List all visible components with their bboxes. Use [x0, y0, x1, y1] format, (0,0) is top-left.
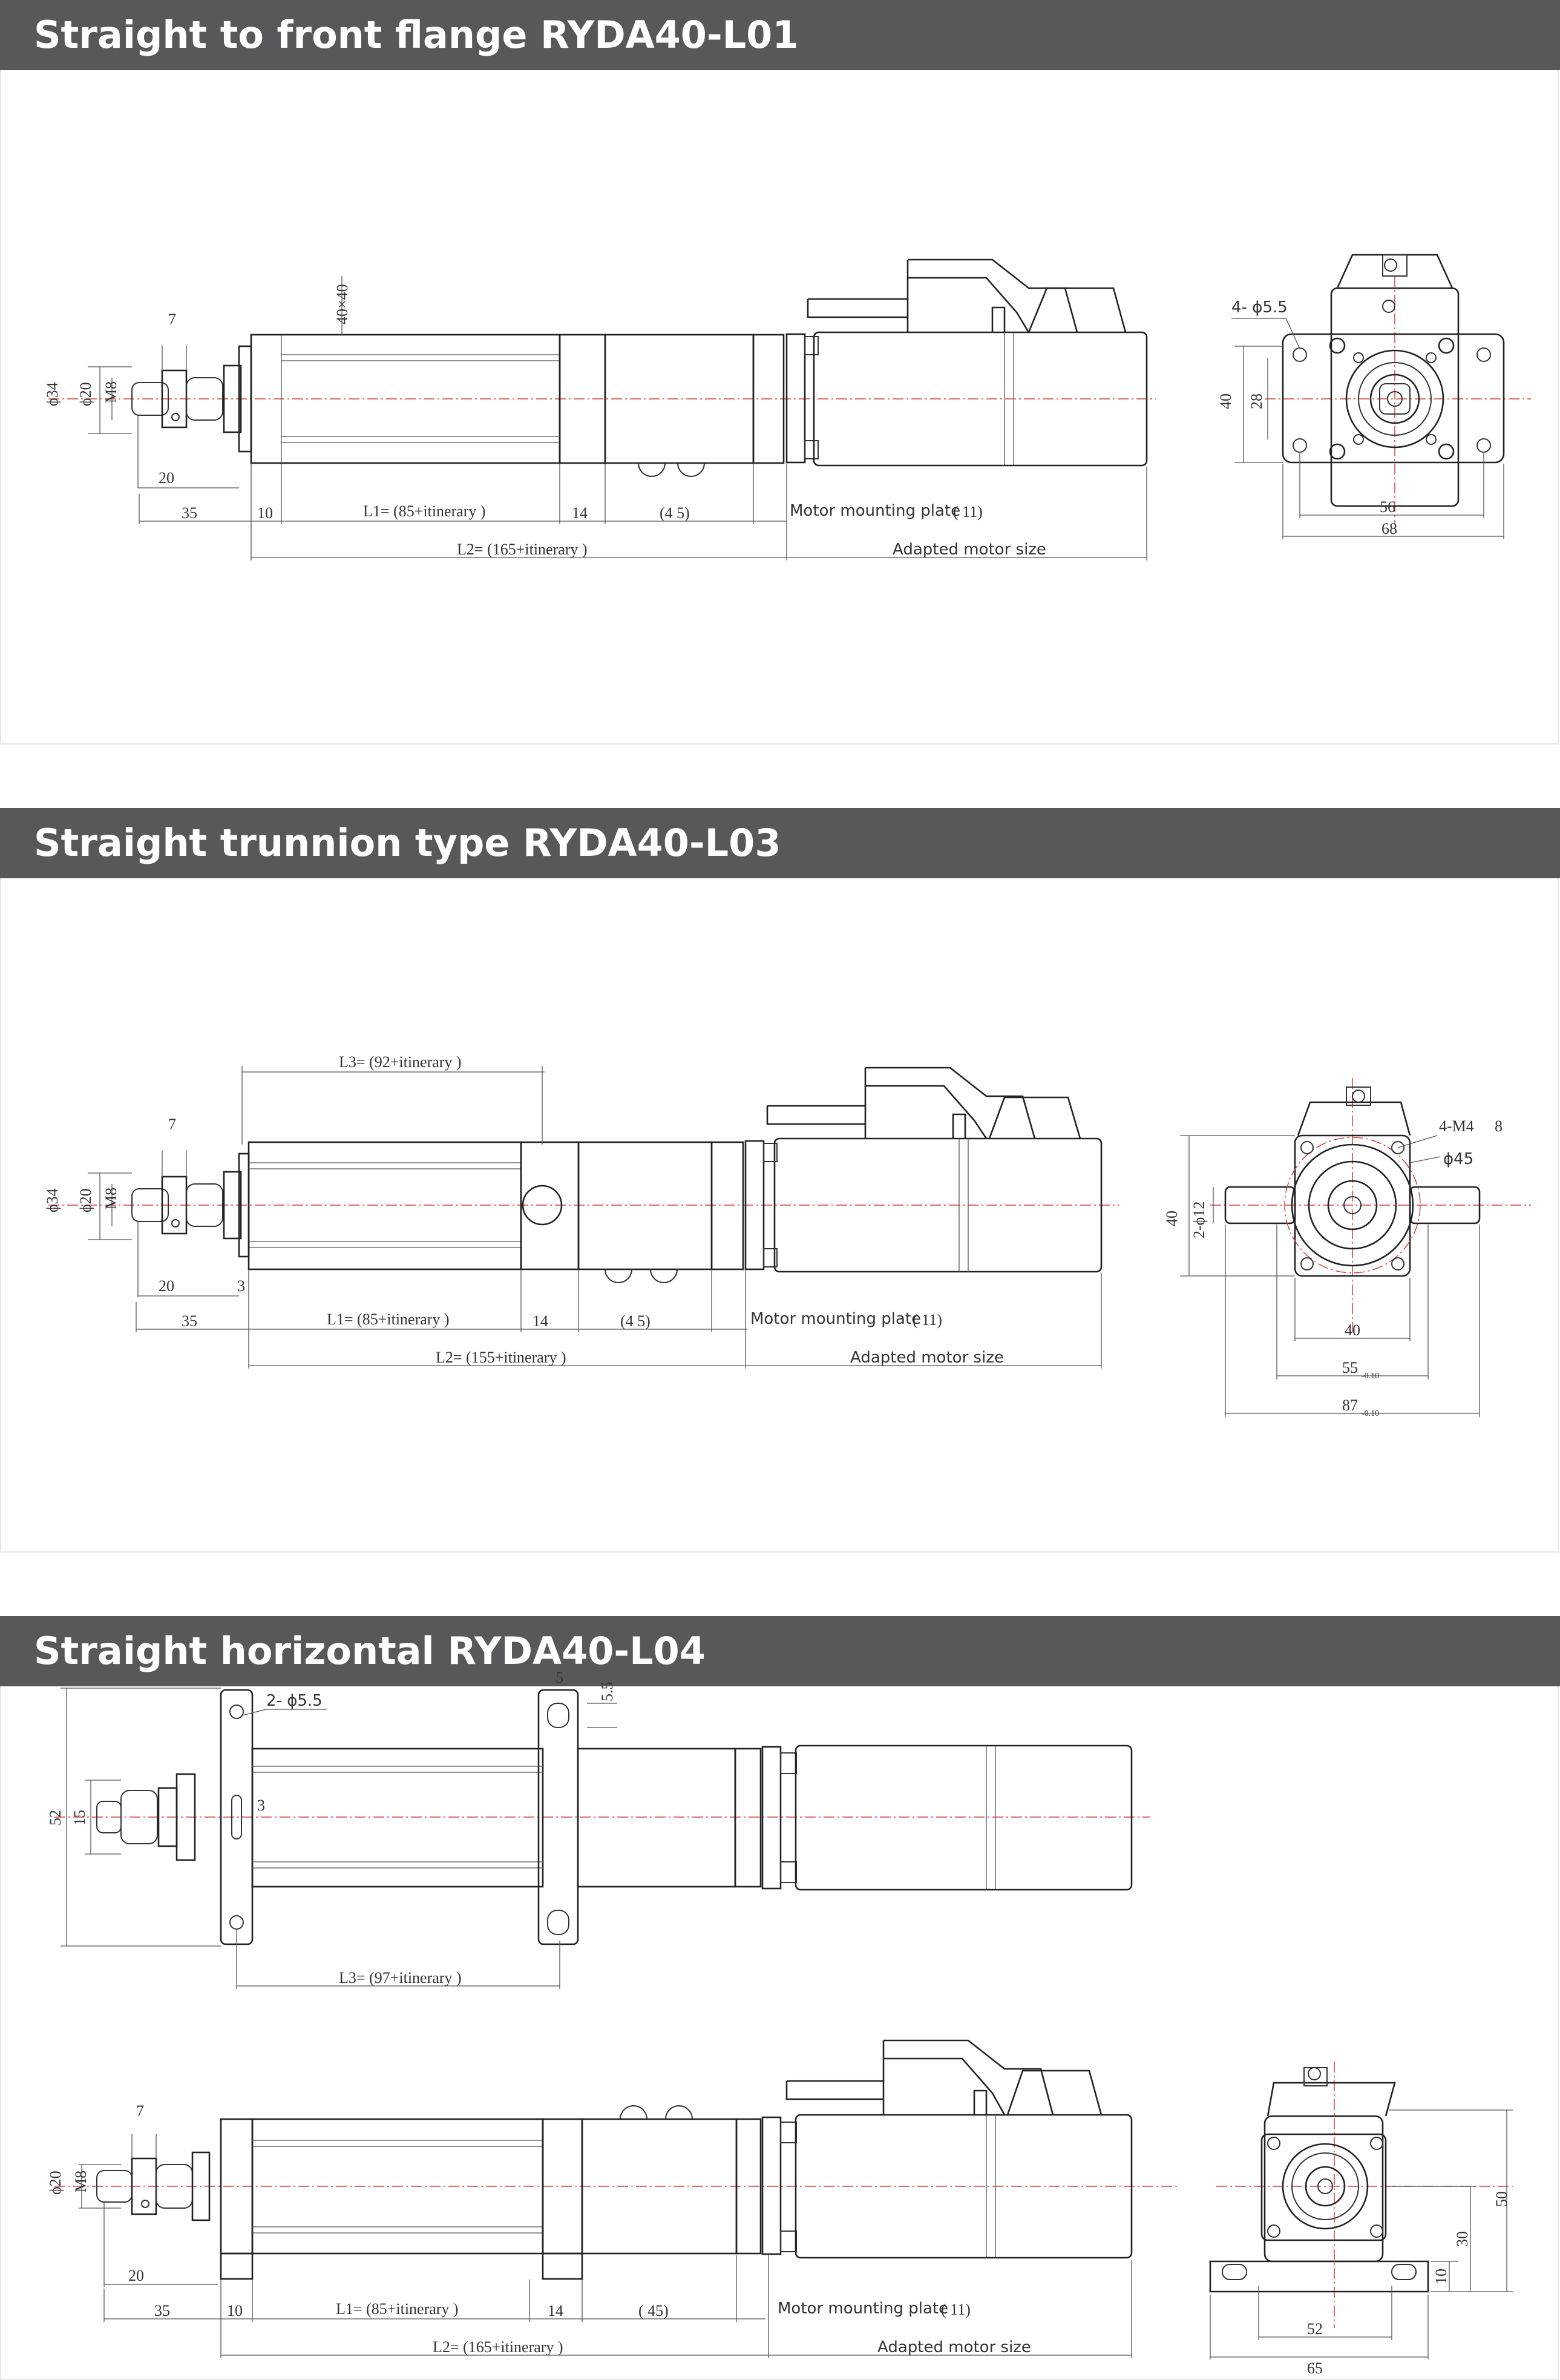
end-view: [1210, 2062, 1513, 2377]
dim-7: 7: [136, 2102, 144, 2120]
motor-size-label: Adapted motor size: [850, 1349, 1004, 1367]
dim-10v: 10: [1432, 2269, 1450, 2284]
end-view: [1163, 1078, 1531, 1418]
dim-phi34: ϕ34: [44, 1188, 61, 1212]
dimensions: [44, 276, 1147, 560]
dim-holes: 4- ϕ5.5: [1231, 298, 1288, 317]
dim-l3: L3= (97+itinerary ): [339, 1969, 462, 1987]
dim-87-tol: -0.10: [1362, 1409, 1380, 1418]
dim-8: 8: [1495, 1117, 1503, 1135]
dim-7: 7: [168, 311, 176, 328]
dim-14: 14: [548, 2302, 563, 2319]
dim-7: 7: [168, 1116, 176, 1133]
dim-20: 20: [128, 2267, 144, 2284]
dim-35: 35: [182, 1312, 197, 1330]
end-view: [1217, 255, 1531, 539]
dim-l1: L1= (85+itinerary ): [327, 1310, 450, 1328]
dim-l2: L2= (165+itinerary ): [457, 541, 588, 558]
dim-section-size: 40×40: [333, 284, 351, 324]
section-front-flange: [0, 0, 1560, 745]
dim-m8: M8: [72, 2170, 90, 2192]
cylinder-body: [251, 335, 784, 476]
dim-phi20: ϕ20: [47, 2171, 64, 2195]
top-dimensions: [47, 1669, 617, 1989]
side-dimensions: [47, 2102, 1132, 2358]
section-title: Straight to front flange RYDA40-L01: [34, 13, 799, 57]
dim-m8: M8: [102, 381, 120, 403]
dim-5-5: 5.5: [598, 1681, 616, 1701]
dim-14: 14: [572, 504, 588, 522]
dim-10: 10: [257, 504, 273, 522]
dim-50: 50: [1493, 2191, 1510, 2207]
dim-52b: 52: [1307, 2320, 1323, 2338]
dim-20: 20: [159, 469, 174, 487]
cylinder-body: [249, 1142, 743, 1283]
dim-m8: M8: [102, 1187, 120, 1209]
dim-20: 20: [159, 1277, 174, 1295]
dim-28: 28: [1248, 393, 1265, 409]
motor-plate-value: ( 11): [941, 2301, 971, 2318]
drawing-front-flange: [0, 70, 1560, 745]
dim-45: ( 45): [638, 2302, 669, 2319]
dim-35: 35: [154, 2302, 170, 2319]
section-horizontal: [0, 1616, 1560, 2380]
dim-l2: L2= (165+itinerary ): [433, 2338, 563, 2356]
dim-l1: L1= (85+itinerary ): [336, 2300, 459, 2318]
dim-14: 14: [533, 1312, 548, 1330]
dim-l2: L2= (155+itinerary ): [436, 1349, 566, 1366]
section-header: [0, 808, 1560, 878]
dim-40v: 40: [1163, 1211, 1181, 1226]
motor: [746, 1068, 1101, 1272]
drawing-horizontal: [0, 1669, 1560, 2380]
dim-68: 68: [1381, 520, 1397, 537]
dim-87: 87: [1342, 1396, 1358, 1414]
motor-plate-value: ( 11): [913, 1311, 942, 1329]
dim-35: 35: [182, 504, 197, 522]
dim-5: 5: [556, 1669, 563, 1686]
dim-holes: 2- ϕ5.5: [266, 1692, 323, 1710]
dim-phi34: ϕ34: [44, 382, 61, 406]
dim-45: (4 5): [620, 1312, 651, 1330]
dim-phi45: ϕ45: [1443, 1150, 1474, 1168]
dim-phi20: ϕ20: [77, 382, 94, 406]
dim-55-tol: -0.10: [1362, 1372, 1380, 1381]
dim-30: 30: [1453, 2231, 1471, 2247]
drawing-trunnion: [0, 878, 1560, 1553]
dim-m4: 4-M4: [1439, 1117, 1474, 1135]
dim-45: (4 5): [660, 504, 690, 522]
motor-plate-label: Motor mounting plate: [778, 2299, 949, 2318]
dim-56: 56: [1380, 498, 1395, 516]
dim-l3: L3= (92+itinerary ): [339, 1053, 462, 1071]
dim-40: 40: [1345, 1321, 1360, 1339]
dim-15: 15: [71, 1810, 88, 1826]
dim-40: 40: [1217, 393, 1234, 409]
dim-3: 3: [257, 1797, 265, 1814]
dim-65: 65: [1307, 2359, 1323, 2377]
section-title: Straight horizontal RYDA40-L04: [34, 1629, 706, 1673]
dim-3: 3: [237, 1277, 245, 1295]
section-header: [0, 0, 1560, 70]
motor-plate-value: ( 11): [953, 503, 983, 521]
motor: [787, 260, 1147, 465]
side-view: [97, 2040, 1132, 2279]
dim-phi20: ϕ20: [77, 1188, 94, 1212]
dim-55: 55: [1342, 1359, 1358, 1376]
section-title: Straight trunnion type RYDA40-L03: [34, 821, 781, 865]
dim-l1: L1= (85+itinerary ): [363, 502, 486, 520]
dim-52: 52: [47, 1810, 64, 1826]
motor-size-label: Adapted motor size: [893, 541, 1046, 559]
motor-plate-label: Motor mounting plate: [790, 502, 961, 520]
motor-size-label: Adapted motor size: [877, 2338, 1031, 2356]
dim-10: 10: [227, 2302, 243, 2319]
section-trunnion: [0, 808, 1560, 1553]
dimensions: [44, 1053, 1101, 1369]
motor-plate-label: Motor mounting plate: [750, 1310, 922, 1328]
section-header: [0, 1616, 1560, 1686]
dim-trunnion-dia: 2-ϕ12: [1190, 1201, 1208, 1238]
